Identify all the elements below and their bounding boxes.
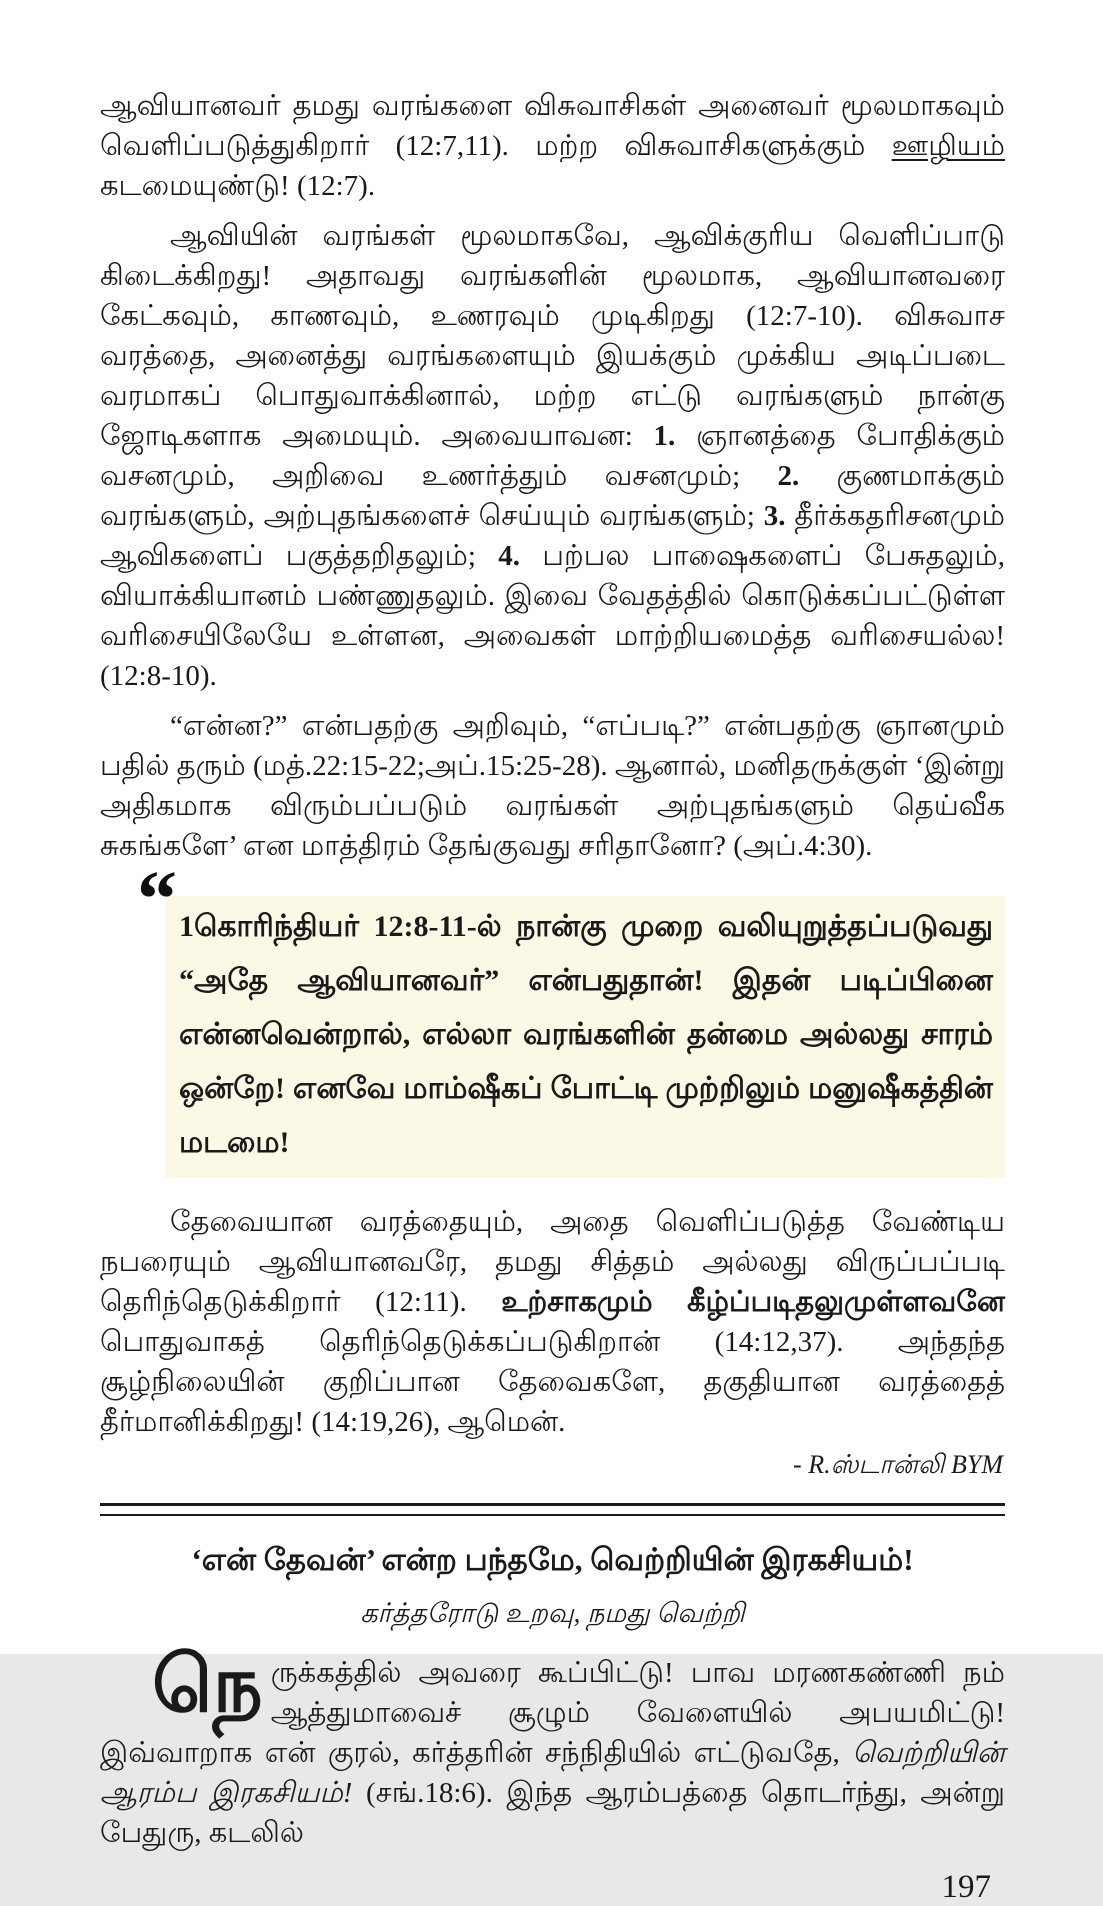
- text-segment: தீர்க்கதரிசனமும் ஆவிகளைப் பகுத்தறிதலும்;: [100, 500, 1005, 572]
- text-segment: 1கொரிந்தியர் 12:8-11-ல் நான்கு முறை வலியுறுத்தப்படுவது “அதே ஆவியானவர்” என்பதுதான்! இதன் படிப்பினை என்னவென்றால், எல்லா வரங்களின் தன்மை அல்லது சாரம் ஒன்றே! எனவே மாம்ஷீகப் போட்டி முற்றிலும் மனுஷீகத்தின் மடமை!: [179, 910, 993, 1159]
- text-segment: உற்சாகமும் கீழ்ப்படிதலுமுள்ளவனே: [501, 1286, 1005, 1318]
- paragraph-gifts-pairs: [100, 216, 1005, 696]
- paragraph-what-how: [100, 706, 1005, 866]
- text-segment: பொதுவாகத் தெரிந்தெடுக்கப்படுகிறான் (14:12,37). அந்தந்த சூழ்நிலையின் குறிப்பான தேவைகளே, தகுதியான வரத்தைத் தீர்மானிக்கிறது! (14:19,26), ஆமென்.: [100, 1326, 1005, 1438]
- paragraph-spirit-chooses: [100, 1202, 1005, 1442]
- section-divider: [100, 1503, 1005, 1516]
- paragraph-spirit-gifts-intro: [100, 86, 1005, 206]
- text-segment: 1.: [653, 420, 676, 452]
- text-segment: குணமாக்கும் வரங்களும், அற்புதங்களைச் செய்யும் வரங்களும்;: [100, 460, 1005, 532]
- text-segment: 3.: [763, 500, 786, 532]
- text-segment: ஆவியின் வரங்கள் மூலமாகவே, ஆவிக்குரிய வெளிப்பாடு கிடைக்கிறது! அதாவது வரங்களின் மூலமாக, ஆவியானவரை கேட்கவும், காணவும், உணரவும் முடிகிறது (12:7-10). விசுவாச வரத்தை, அனைத்து வரங்களையும் இயக்கும் முக்கிய அடிப்படை வரமாகப் பொதுவாக்கினால், மற்ற எட்டு வரங்களும் நான்கு ஜோடிகளாக அமையும். அவையாவன:: [100, 220, 1005, 452]
- text-segment: கடமையுண்டு! (12:7).: [100, 170, 376, 202]
- section-subtitle: கர்த்தரோடு உறவு, நமது வெற்றி: [360, 1598, 745, 1628]
- text-segment: ஊழியம்: [891, 130, 1005, 162]
- text-segment: வெற்றியின் ஆரம்ப இரகசியம்!: [100, 1737, 1005, 1809]
- text-segment: (சங்.18:6). இந்த ஆரம்பத்தை தொடர்ந்து, அன்று பேதுரு, கடலில்: [100, 1777, 1005, 1849]
- pull-quote-text: [179, 910, 993, 1159]
- text-segment: “என்ன?” என்பதற்கு அறிவும், “எப்படி?” என்பதற்கு ஞானமும் பதில் தரும் (மத்.22:15-22;அப்.15:25-28). ஆனால், மனிதருக்குள் ‘இன்று அதிகமாக விரும்பப்படும் வரங்கள் அற்புதங்களும் தெய்வீக சுகங்களே’ என மாத்திரம் தேங்குவது சரிதானோ? (அப்.4:30).: [100, 710, 1005, 862]
- text-segment: ஞானத்தை போதிக்கும் வசனமும், அறிவை உணர்த்தும் வசனமும்;: [100, 420, 1006, 492]
- text-segment: ருக்கத்தில் அவரை கூப்பிட்டு! பாவ மரணகண்ணி நம் ஆத்துமாவைச் சூழும் வேளையில் அபயமிட்டு! இவ்வாறாக என் குரல், கர்த்தரின் சந்நிதியில் எட்டுவதே,: [100, 1657, 1005, 1769]
- text-segment: பற்பல பாஷைகளைப் பேசுதலும், வியாக்கியானம் பண்ணுதலும். இவை வேதத்தில் கொடுக்கப்பட்டுள்ள வரிசையிலேயே உள்ளன, அவைகள் மாற்றியமைத்த வரிசையல்ல! (12:8-10).: [100, 540, 1006, 692]
- paragraph-call-on-him: [100, 1641, 1005, 1853]
- text-segment: 2.: [777, 460, 800, 492]
- section-heading: ‘என் தேவன்’ என்ற பந்தமே, வெற்றியின் இரகசியம்!: [191, 1542, 914, 1577]
- highlighted-pull-quote: [137, 856, 1005, 1178]
- drop-cap: நெ: [152, 1641, 263, 1728]
- open-quote-icon: “: [137, 856, 177, 944]
- text-segment: 4.: [498, 540, 521, 572]
- author-signature: - R.ஸ்டான்லி BYM: [793, 1450, 1003, 1479]
- text-segment: ஆவியானவர் தமது வரங்களை விசுவாசிகள் அனைவர் மூலமாகவும் வெளிப்படுத்துகிறார் (12:7,11). மற்ற விசுவாசிகளுக்கும்: [100, 90, 1005, 162]
- text-segment: தேவையான வரத்தையும், அதை வெளிப்படுத்த வேண்டிய நபரையும் ஆவியானவரே, தமது சித்தம் அல்லது விருப்பப்படி தெரிந்தெடுக்கிறார் (12:11).: [100, 1206, 1005, 1318]
- page-number: 197: [941, 1869, 991, 1905]
